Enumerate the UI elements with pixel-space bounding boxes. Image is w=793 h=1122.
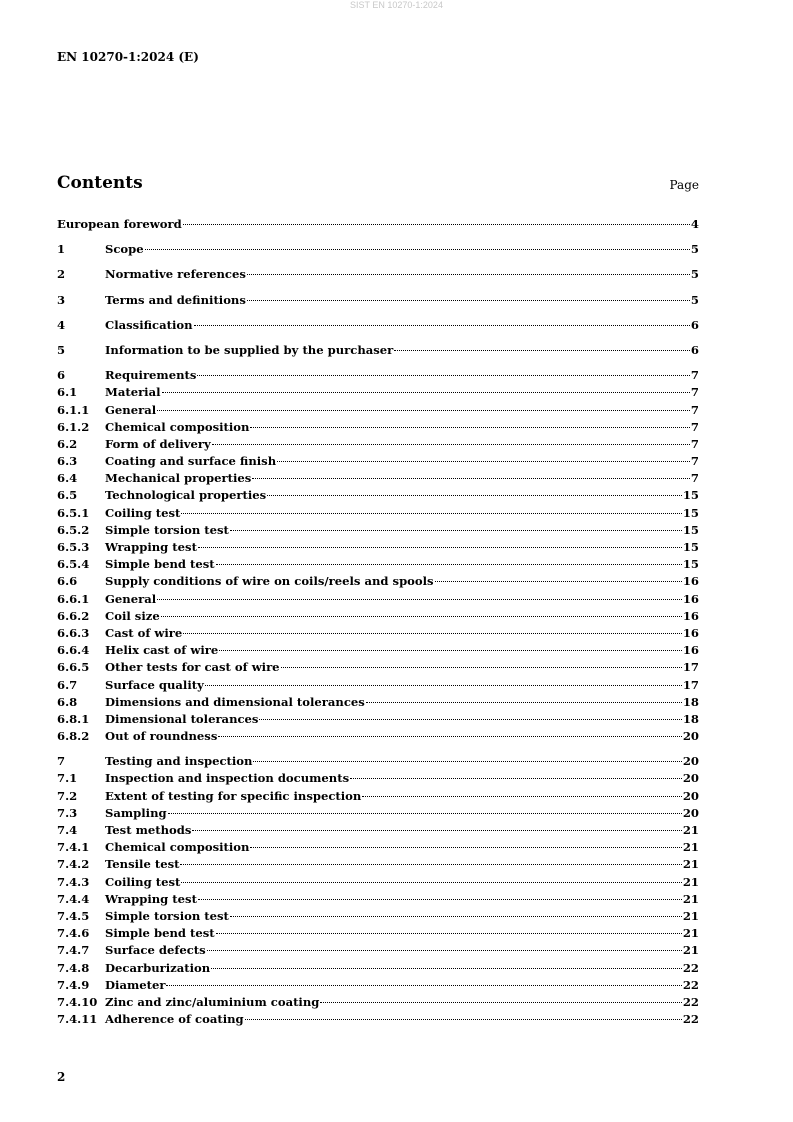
dot-leader <box>216 933 682 934</box>
toc-entry-number: 6.7 <box>57 677 78 692</box>
dot-leader <box>183 633 682 634</box>
toc-entry-number: 6.8 <box>57 694 78 709</box>
toc-entry-title: Simple torsion test <box>105 908 229 923</box>
toc-entry[interactable] <box>57 805 699 822</box>
toc-entry[interactable] <box>57 960 699 977</box>
toc-entry-page: 6 <box>690 342 699 357</box>
dot-leader <box>162 392 690 393</box>
dot-leader <box>157 410 690 411</box>
toc-entry-page: 18 <box>682 694 699 709</box>
dot-leader <box>250 847 681 848</box>
toc-entry-page: 7 <box>690 368 699 383</box>
dot-leader <box>198 547 682 548</box>
toc-entry[interactable] <box>57 822 699 839</box>
toc-entry-page: 6 <box>690 317 699 332</box>
toc-entry[interactable] <box>57 342 699 359</box>
toc-entry-page: 22 <box>682 977 699 992</box>
toc-entry[interactable] <box>57 994 699 1011</box>
toc-entry[interactable] <box>57 402 699 419</box>
dot-leader <box>253 761 681 762</box>
toc-entry-title: Requirements <box>105 368 197 383</box>
toc-entry-number: 6.6.2 <box>57 608 90 623</box>
toc-entry-title: Dimensional tolerances <box>105 711 259 726</box>
toc-entry-number: 6.1 <box>57 385 78 400</box>
toc-entry-page: 7 <box>690 419 699 434</box>
toc-entry[interactable] <box>57 839 699 856</box>
toc-entry-title: Chemical composition <box>105 840 250 855</box>
dot-leader <box>219 650 682 651</box>
dot-leader <box>205 685 682 686</box>
document-id: EN 10270-1:2024 (E) <box>57 50 199 64</box>
toc-entry[interactable] <box>57 659 699 676</box>
toc-entry-number: 6.8.2 <box>57 729 90 744</box>
toc-entry-page: 21 <box>682 874 699 889</box>
toc-entry-title: Terms and definitions <box>105 292 246 307</box>
dot-leader <box>168 813 682 814</box>
toc-entry-page: 15 <box>682 540 699 554</box>
toc-entry-title: Test methods <box>105 823 192 837</box>
toc-entry[interactable] <box>57 505 699 522</box>
dot-leader <box>180 864 681 865</box>
toc-entry-page: 18 <box>682 711 699 726</box>
toc-entry-title: Diameter <box>105 977 166 992</box>
dot-leader <box>350 778 682 779</box>
page-number: 2 <box>57 1070 66 1084</box>
toc-entry-title: Tensile test <box>105 857 180 872</box>
toc-entry-number: 6 <box>57 368 66 383</box>
toc-entry-title: Material <box>105 385 161 400</box>
toc-entry-title: Form of delivery <box>105 436 211 451</box>
toc-entry[interactable] <box>57 573 699 590</box>
toc-entry-number: 7.4.8 <box>57 960 90 975</box>
toc-entry-number: 7.4.4 <box>57 891 90 906</box>
toc-entry[interactable] <box>57 216 699 233</box>
toc-entry[interactable] <box>57 470 699 487</box>
toc-entry-number: 6.5.3 <box>57 540 90 554</box>
toc-entry-number: 2 <box>57 267 66 282</box>
toc-entry-title: Wrapping test <box>105 540 197 554</box>
page-column-label: Page <box>669 178 699 192</box>
toc-entry-page: 15 <box>682 488 699 503</box>
toc-entry-title: Simple torsion test <box>105 522 229 537</box>
toc-entry-title: Supply conditions of wire on coils/reels and spools <box>105 574 434 589</box>
toc-entry-title: Chemical composition <box>105 419 250 434</box>
toc-entry-title: Simple bend test <box>105 926 215 941</box>
dot-leader <box>198 899 682 900</box>
toc-entry-page: 5 <box>690 292 699 307</box>
dot-leader <box>216 564 682 565</box>
dot-leader <box>211 968 682 969</box>
toc-entry-title: Cast of wire <box>105 625 183 640</box>
toc-entry-number: 6.6.5 <box>57 660 90 675</box>
toc-entry-page: 16 <box>682 574 699 589</box>
dot-leader <box>320 1002 681 1003</box>
toc-entry[interactable] <box>57 942 699 959</box>
dot-leader <box>250 427 689 428</box>
toc-entry[interactable] <box>57 317 699 334</box>
toc-entry-page: 17 <box>682 677 699 692</box>
toc-entry-number: 6.1.2 <box>57 419 90 434</box>
dot-leader <box>212 444 690 445</box>
toc-entry[interactable] <box>57 642 699 659</box>
toc-entry-number: 6.8.1 <box>57 711 90 726</box>
toc-entry-page: 7 <box>690 402 699 417</box>
dot-leader <box>218 736 682 737</box>
toc-entry-title: Wrapping test <box>105 891 197 906</box>
toc-entry[interactable] <box>57 453 699 470</box>
toc-entry-page: 21 <box>682 943 699 958</box>
toc-entry-number: 4 <box>57 317 66 332</box>
toc-entry-page: 20 <box>682 729 699 744</box>
toc-entry-title: Classification <box>105 317 193 332</box>
toc-entry[interactable] <box>57 556 699 573</box>
toc-entry[interactable] <box>57 753 699 770</box>
toc-entry-page: 5 <box>690 267 699 282</box>
toc-entry-page: 20 <box>682 805 699 820</box>
toc-entry-page: 16 <box>682 591 699 606</box>
dot-leader <box>252 478 690 479</box>
toc-entry[interactable] <box>57 591 699 608</box>
toc-entry[interactable] <box>57 539 699 556</box>
toc-entry-page: 21 <box>682 840 699 855</box>
toc-entry-title: Zinc and zinc/aluminium coating <box>105 994 320 1009</box>
toc-entry-number: 6.2 <box>57 436 78 451</box>
toc-entry-number: 7.1 <box>57 771 78 786</box>
toc-entry[interactable] <box>57 925 699 942</box>
dot-leader <box>247 300 690 301</box>
toc-entry-page: 16 <box>682 643 699 658</box>
toc-entry-title: Helix cast of wire <box>105 643 219 658</box>
toc-entry-number: 6.4 <box>57 471 78 486</box>
toc-entry-title: Information to be supplied by the purchaser <box>105 342 394 357</box>
toc-entry-title: Out of roundness <box>105 729 218 744</box>
toc-entry[interactable] <box>57 788 699 805</box>
toc-entry-page: 20 <box>682 771 699 786</box>
toc-entry-number: 6.6.4 <box>57 643 90 658</box>
table-of-contents <box>57 216 699 1028</box>
toc-entry-title: Mechanical properties <box>105 471 252 486</box>
toc-entry-title: Normative references <box>105 267 246 282</box>
toc-entry-page: 7 <box>690 454 699 469</box>
toc-entry-page: 17 <box>682 660 699 675</box>
toc-entry-page: 22 <box>682 960 699 975</box>
toc-entry-title: Extent of testing for specific inspection <box>105 788 362 803</box>
toc-entry-title: Coating and surface finish <box>105 454 277 469</box>
dot-leader <box>281 667 682 668</box>
toc-entry[interactable] <box>57 419 699 436</box>
toc-entry-page: 15 <box>682 522 699 537</box>
toc-entry-page: 16 <box>682 608 699 623</box>
toc-entry-title: Other tests for cast of wire <box>105 660 280 675</box>
dot-leader <box>181 513 682 514</box>
toc-entry-page: 22 <box>682 1012 699 1027</box>
toc-entry[interactable] <box>57 694 699 711</box>
toc-entry[interactable] <box>57 292 699 309</box>
toc-entry-page: 7 <box>690 436 699 451</box>
toc-entry-number: 7.4.2 <box>57 857 90 872</box>
dot-leader <box>181 882 682 883</box>
dot-leader <box>259 719 681 720</box>
toc-entry-number: 7.4.11 <box>57 1012 98 1027</box>
toc-entry-number: 7.4.3 <box>57 874 90 889</box>
watermark: SIST EN 10270-1:2024 <box>350 0 443 10</box>
toc-entry-title: Inspection and inspection documents <box>105 771 350 786</box>
toc-entry[interactable] <box>57 608 699 625</box>
dot-leader <box>145 249 690 250</box>
dot-leader <box>362 796 682 797</box>
dot-leader <box>277 461 690 462</box>
toc-entry-number: 7.4.7 <box>57 943 90 958</box>
toc-entry-number: 7.4.6 <box>57 926 90 941</box>
toc-entry-number: 7 <box>57 754 66 769</box>
toc-entry-page: 7 <box>690 471 699 486</box>
toc-entry-title: Testing and inspection <box>105 754 253 769</box>
toc-entry[interactable] <box>57 384 699 401</box>
dot-leader <box>267 495 682 496</box>
dot-leader <box>245 1019 682 1020</box>
toc-entry-title: Surface quality <box>105 677 204 692</box>
toc-entry[interactable] <box>57 891 699 908</box>
toc-entry-page: 4 <box>690 217 699 231</box>
dot-leader <box>230 916 682 917</box>
toc-entry-number: 6.5.2 <box>57 522 90 537</box>
toc-entry-title: Adherence of coating <box>105 1012 244 1027</box>
toc-entry-number: 7.4.10 <box>57 994 98 1009</box>
toc-entry-page: 16 <box>682 625 699 640</box>
toc-entry-number: 6.6.3 <box>57 625 90 640</box>
toc-entry-number: 6.6.1 <box>57 591 90 606</box>
toc-entry-page: 21 <box>682 891 699 906</box>
toc-entry[interactable] <box>57 487 699 504</box>
dot-leader <box>194 325 690 326</box>
toc-entry-page: 21 <box>682 823 699 837</box>
toc-entry-number: 7.4 <box>57 823 78 837</box>
toc-entry-page: 21 <box>682 908 699 923</box>
toc-entry-number: 7.4.5 <box>57 908 90 923</box>
toc-entry-page: 7 <box>690 385 699 400</box>
dot-leader <box>247 274 690 275</box>
dot-leader <box>230 530 682 531</box>
toc-entry[interactable] <box>57 728 699 745</box>
toc-entry[interactable] <box>57 266 699 283</box>
toc-entry-number: 7.4.1 <box>57 840 90 855</box>
toc-entry[interactable] <box>57 677 699 694</box>
toc-entry-title: General <box>105 402 157 417</box>
toc-entry-title: Scope <box>105 242 144 257</box>
toc-entry-number: 1 <box>57 242 66 257</box>
toc-entry-page: 15 <box>682 505 699 520</box>
toc-entry-number: 3 <box>57 292 66 307</box>
dot-leader <box>161 616 682 617</box>
toc-entry-number: 6.5.1 <box>57 505 90 520</box>
toc-entry[interactable] <box>57 874 699 891</box>
toc-entry-page: 15 <box>682 557 699 572</box>
toc-entry-title: Coiling test <box>105 874 181 889</box>
page-title: Contents <box>57 173 143 193</box>
toc-entry-title: Sampling <box>105 805 167 820</box>
dot-leader <box>394 350 690 351</box>
toc-entry-page: 21 <box>682 926 699 941</box>
toc-entry-number: 7.3 <box>57 805 78 820</box>
dot-leader <box>157 599 682 600</box>
toc-entry[interactable] <box>57 436 699 453</box>
toc-entry[interactable] <box>57 241 699 258</box>
toc-entry[interactable] <box>57 770 699 787</box>
toc-entry-page: 21 <box>682 857 699 872</box>
toc-entry-number: 6.1.1 <box>57 402 90 417</box>
toc-entry-title: Technological properties <box>105 488 267 503</box>
toc-entry-page: 20 <box>682 788 699 803</box>
toc-entry[interactable] <box>57 1011 699 1028</box>
dot-leader <box>197 375 690 376</box>
dot-leader <box>166 985 681 986</box>
toc-entry[interactable] <box>57 711 699 728</box>
toc-entry[interactable] <box>57 977 699 994</box>
toc-entry-number: 6.5.4 <box>57 557 90 572</box>
toc-entry-number: 6.3 <box>57 454 78 469</box>
toc-entry-number: 7.4.9 <box>57 977 90 992</box>
toc-entry-title: European foreword <box>57 217 182 231</box>
toc-entry-title: General <box>105 591 157 606</box>
dot-leader <box>183 224 690 225</box>
toc-entry-page: 5 <box>690 242 699 257</box>
dot-leader <box>192 830 681 831</box>
toc-entry-title: Coil size <box>105 608 160 623</box>
toc-entry[interactable] <box>57 367 699 384</box>
toc-entry-number: 6.5 <box>57 488 78 503</box>
toc-entry-title: Coiling test <box>105 505 181 520</box>
toc-entry-title: Simple bend test <box>105 557 215 572</box>
dot-leader <box>435 581 682 582</box>
toc-entry[interactable] <box>57 908 699 925</box>
toc-entry-number: 5 <box>57 342 66 357</box>
toc-entry-page: 20 <box>682 754 699 769</box>
toc-entry-page: 22 <box>682 994 699 1009</box>
toc-entry-title: Decarburization <box>105 960 211 975</box>
dot-leader <box>207 950 682 951</box>
dot-leader <box>366 702 682 703</box>
toc-entry-title: Dimensions and dimensional tolerances <box>105 694 365 709</box>
toc-entry[interactable] <box>57 625 699 642</box>
toc-entry[interactable] <box>57 856 699 873</box>
toc-entry-number: 6.6 <box>57 574 78 589</box>
toc-entry-title: Surface defects <box>105 943 206 958</box>
toc-entry[interactable] <box>57 522 699 539</box>
toc-entry-number: 7.2 <box>57 788 78 803</box>
